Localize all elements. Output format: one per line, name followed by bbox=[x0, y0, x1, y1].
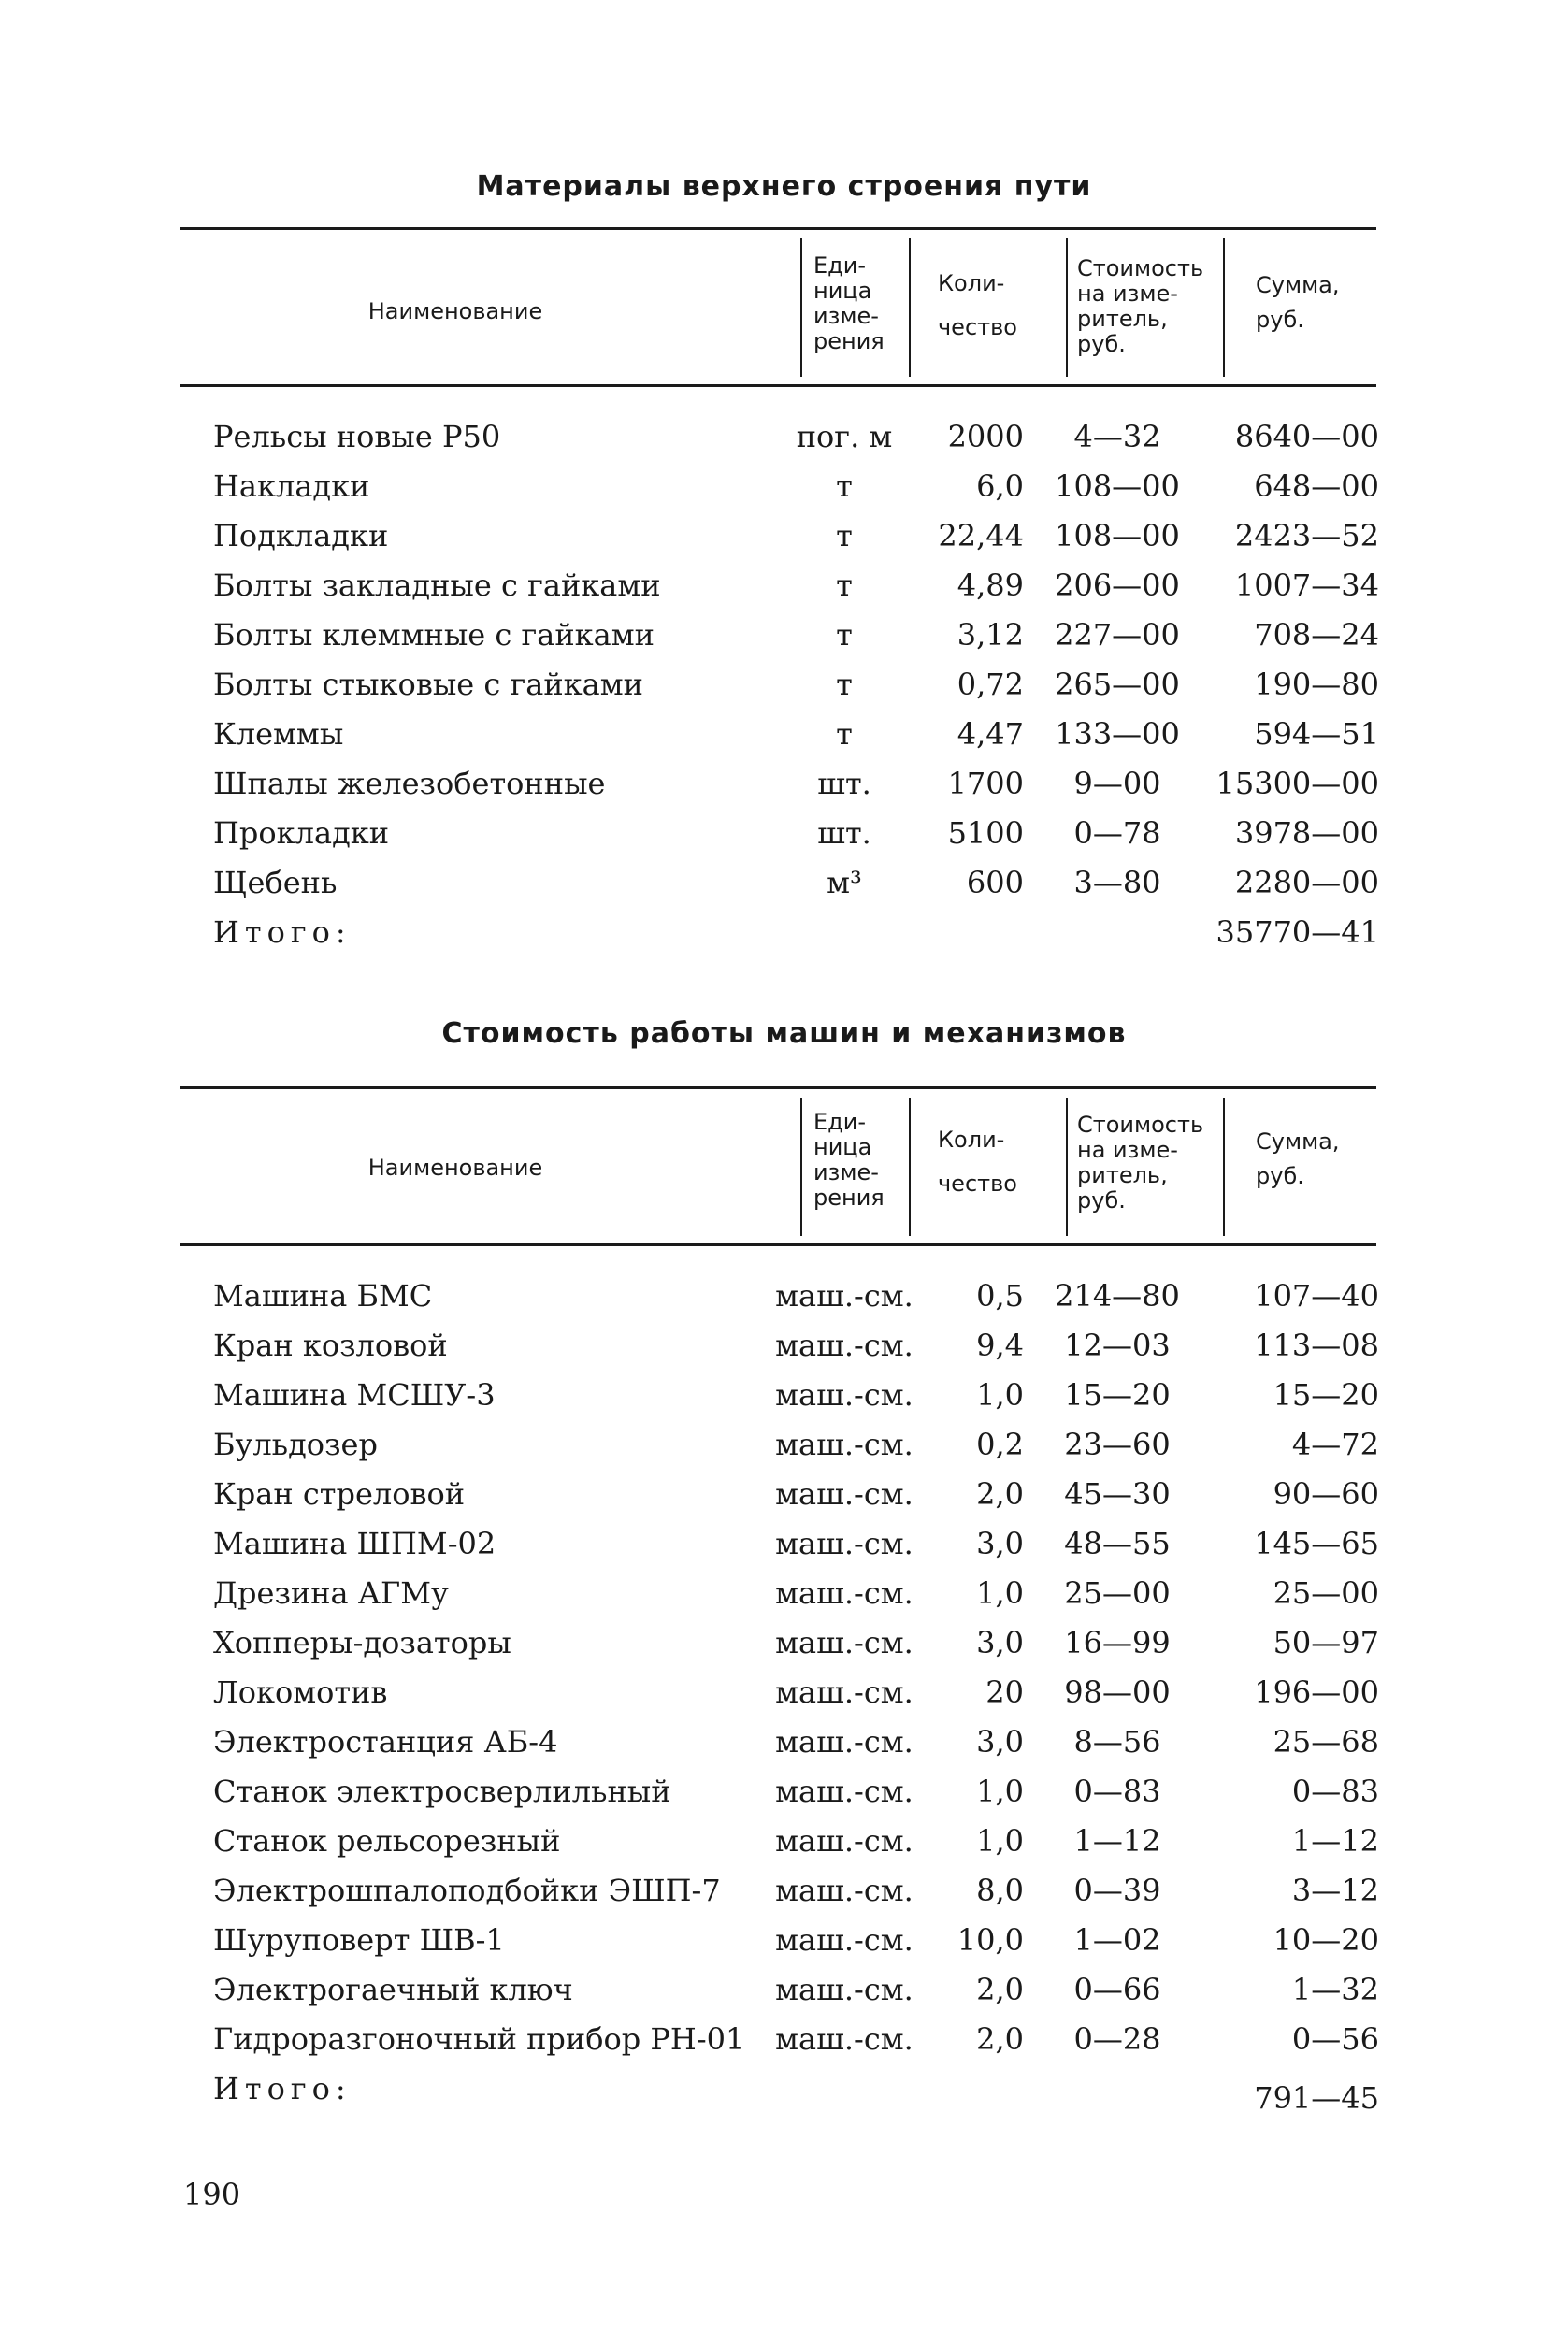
row-unit: маш.-см. bbox=[775, 1526, 913, 1561]
column-divider bbox=[909, 238, 911, 377]
table-row bbox=[0, 1667, 1568, 1717]
row-sum: 594—51 bbox=[1254, 716, 1379, 752]
row-sum: 15—20 bbox=[1273, 1377, 1379, 1413]
header-top-rule bbox=[180, 227, 1376, 230]
row-sum: 25—00 bbox=[1273, 1575, 1379, 1611]
header-bottom-rule bbox=[180, 384, 1376, 387]
row-name: Машина ШПМ-02 bbox=[213, 1526, 496, 1561]
row-name: Клеммы bbox=[213, 716, 344, 752]
total-row bbox=[0, 2063, 1568, 2114]
row-sum: 1007—34 bbox=[1234, 568, 1379, 603]
row-qty: 600 bbox=[966, 865, 1024, 900]
row-name: Подкладки bbox=[213, 518, 389, 553]
row-cost: 0—83 bbox=[1073, 1774, 1161, 1809]
row-cost: 3—80 bbox=[1073, 865, 1161, 900]
row-sum: 15300—00 bbox=[1216, 766, 1379, 801]
table-row bbox=[0, 411, 1568, 462]
row-sum: 50—97 bbox=[1273, 1625, 1379, 1660]
row-name: Шпалы железобетонные bbox=[213, 766, 606, 801]
row-cost: 0—78 bbox=[1073, 815, 1161, 851]
row-qty: 1,0 bbox=[976, 1377, 1024, 1413]
row-qty: 2,0 bbox=[976, 1476, 1024, 1512]
header-sum: Сумма, руб. bbox=[1256, 272, 1340, 333]
row-cost: 48—55 bbox=[1064, 1526, 1171, 1561]
total-row bbox=[0, 907, 1568, 957]
row-sum: 8640—00 bbox=[1234, 419, 1379, 454]
header-cost: Стоимость на изме- ритель, руб. bbox=[1077, 1112, 1204, 1214]
row-sum: 107—40 bbox=[1254, 1278, 1379, 1314]
row-cost: 108—00 bbox=[1055, 468, 1180, 504]
row-qty: 4,89 bbox=[957, 568, 1024, 603]
table-row bbox=[0, 560, 1568, 611]
row-qty: 3,12 bbox=[957, 617, 1024, 653]
row-qty: 3,0 bbox=[976, 1625, 1024, 1660]
row-cost: 1—02 bbox=[1073, 1922, 1161, 1958]
header-unit: Еди- ница изме- рения bbox=[813, 1109, 885, 1211]
row-qty: 1,0 bbox=[976, 1823, 1024, 1859]
row-qty: 0,5 bbox=[976, 1278, 1024, 1314]
row-name: Щебень bbox=[213, 865, 338, 900]
row-sum: 25—68 bbox=[1273, 1724, 1379, 1760]
row-qty: 6,0 bbox=[976, 468, 1024, 504]
table-row bbox=[0, 1766, 1568, 1817]
table-row bbox=[0, 2014, 1568, 2064]
total-label: Итого: bbox=[213, 2071, 352, 2106]
table-row bbox=[0, 1518, 1568, 1569]
row-unit: маш.-см. bbox=[775, 1427, 913, 1462]
row-cost: 0—39 bbox=[1073, 1873, 1161, 1908]
table-row bbox=[0, 510, 1568, 561]
row-sum: 3978—00 bbox=[1234, 815, 1379, 851]
row-cost: 16—99 bbox=[1064, 1625, 1171, 1660]
header-top-rule bbox=[180, 1086, 1376, 1089]
row-name: Электростанция АБ-4 bbox=[213, 1724, 558, 1760]
row-unit: т bbox=[836, 518, 853, 553]
row-qty: 5100 bbox=[947, 815, 1024, 851]
row-sum: 3—12 bbox=[1291, 1873, 1379, 1908]
row-cost: 0—28 bbox=[1073, 2021, 1161, 2057]
row-name: Станок рельсорезный bbox=[213, 1823, 561, 1859]
row-name: Накладки bbox=[213, 468, 370, 504]
row-sum: 196—00 bbox=[1254, 1674, 1379, 1710]
row-name: Электрогаечный ключ bbox=[213, 1972, 573, 2007]
table-row bbox=[0, 1419, 1568, 1470]
header-cost: Стоимость на изме- ритель, руб. bbox=[1077, 255, 1204, 357]
row-unit: шт. bbox=[817, 766, 871, 801]
table-row bbox=[0, 610, 1568, 660]
header-bottom-rule bbox=[180, 1243, 1376, 1246]
row-qty: 4,47 bbox=[957, 716, 1024, 752]
row-name: Бульдозер bbox=[213, 1427, 378, 1462]
row-unit: маш.-см. bbox=[775, 1724, 913, 1760]
header-name: Наименование bbox=[367, 1155, 543, 1181]
table-row bbox=[0, 1865, 1568, 1916]
row-unit: маш.-см. bbox=[775, 1575, 913, 1611]
row-unit: маш.-см. bbox=[775, 1823, 913, 1859]
row-name: Рельсы новые Р50 bbox=[213, 419, 501, 454]
header-qty: Коли- чество bbox=[938, 1127, 1017, 1197]
row-unit: шт. bbox=[817, 815, 871, 851]
row-name: Кран козловой bbox=[213, 1328, 448, 1363]
table-row bbox=[0, 1568, 1568, 1618]
table-row bbox=[0, 1370, 1568, 1420]
row-unit: маш.-см. bbox=[775, 1377, 913, 1413]
column-divider bbox=[800, 1098, 802, 1236]
row-name: Болты закладные с гайками bbox=[213, 568, 661, 603]
row-sum: 4—72 bbox=[1291, 1427, 1379, 1462]
table-row bbox=[0, 1271, 1568, 1321]
row-name: Прокладки bbox=[213, 815, 390, 851]
row-name: Болты клеммные с гайками bbox=[213, 617, 655, 653]
table-row bbox=[0, 808, 1568, 858]
row-qty: 0,72 bbox=[957, 667, 1024, 702]
table-row bbox=[0, 758, 1568, 809]
row-name: Электрошпалоподбойки ЭШП-7 bbox=[213, 1873, 721, 1908]
row-cost: 98—00 bbox=[1064, 1674, 1171, 1710]
column-divider bbox=[1223, 1098, 1225, 1236]
row-unit: маш.-см. bbox=[775, 1328, 913, 1363]
row-qty: 3,0 bbox=[976, 1526, 1024, 1561]
table-row bbox=[0, 1816, 1568, 1866]
row-cost: 9—00 bbox=[1073, 766, 1161, 801]
table-row bbox=[0, 1320, 1568, 1371]
row-qty: 1,0 bbox=[976, 1575, 1024, 1611]
row-unit: маш.-см. bbox=[775, 1922, 913, 1958]
row-unit: маш.-см. bbox=[775, 2021, 913, 2057]
row-sum: 1—32 bbox=[1291, 1972, 1379, 2007]
header-name: Наименование bbox=[367, 298, 543, 324]
column-divider bbox=[909, 1098, 911, 1236]
row-cost: 206—00 bbox=[1055, 568, 1180, 603]
machines-title: Стоимость работы машин и механизмов bbox=[441, 1017, 1127, 1050]
row-unit: м³ bbox=[827, 865, 862, 900]
row-qty: 8,0 bbox=[976, 1873, 1024, 1908]
row-name: Болты стыковые с гайками bbox=[213, 667, 643, 702]
row-cost: 265—00 bbox=[1055, 667, 1180, 702]
row-cost: 8—56 bbox=[1073, 1724, 1161, 1760]
row-sum: 2280—00 bbox=[1234, 865, 1379, 900]
materials-title: Материалы верхнего строения пути bbox=[476, 170, 1092, 203]
row-qty: 3,0 bbox=[976, 1724, 1024, 1760]
row-cost: 4—32 bbox=[1073, 419, 1161, 454]
row-cost: 1—12 bbox=[1073, 1823, 1161, 1859]
row-unit: маш.-см. bbox=[775, 1972, 913, 2007]
row-qty: 2,0 bbox=[976, 2021, 1024, 2057]
row-unit: маш.-см. bbox=[775, 1278, 913, 1314]
row-qty: 9,4 bbox=[976, 1328, 1024, 1363]
total-sum: 791—45 bbox=[1254, 2080, 1379, 2116]
row-unit: маш.-см. bbox=[775, 1873, 913, 1908]
row-unit: т bbox=[836, 667, 853, 702]
row-unit: пог. м bbox=[796, 419, 893, 454]
row-qty: 1700 bbox=[947, 766, 1024, 801]
row-qty: 10,0 bbox=[957, 1922, 1024, 1958]
table-row bbox=[0, 1964, 1568, 2015]
row-name: Машина МСШУ-3 bbox=[213, 1377, 496, 1413]
page-number: 190 bbox=[183, 2177, 241, 2212]
column-divider bbox=[800, 238, 802, 377]
row-name: Локомотив bbox=[213, 1674, 388, 1710]
row-name: Машина БМС bbox=[213, 1278, 433, 1314]
row-cost: 23—60 bbox=[1064, 1427, 1171, 1462]
row-name: Кран стреловой bbox=[213, 1476, 466, 1512]
row-sum: 1—12 bbox=[1291, 1823, 1379, 1859]
total-label: Итого: bbox=[213, 914, 352, 950]
row-unit: маш.-см. bbox=[775, 1625, 913, 1660]
row-unit: маш.-см. bbox=[775, 1674, 913, 1710]
row-unit: т bbox=[836, 468, 853, 504]
row-qty: 2000 bbox=[947, 419, 1024, 454]
table-row bbox=[0, 1915, 1568, 1965]
row-sum: 10—20 bbox=[1273, 1922, 1379, 1958]
row-sum: 145—65 bbox=[1254, 1526, 1379, 1561]
row-sum: 2423—52 bbox=[1234, 518, 1379, 553]
header-qty: Коли- чество bbox=[938, 270, 1017, 340]
row-unit: маш.-см. bbox=[775, 1476, 913, 1512]
table-row bbox=[0, 857, 1568, 908]
row-qty: 1,0 bbox=[976, 1774, 1024, 1809]
row-sum: 190—80 bbox=[1254, 667, 1379, 702]
row-name: Хопперы-дозаторы bbox=[213, 1625, 511, 1660]
row-sum: 648—00 bbox=[1254, 468, 1379, 504]
row-qty: 22,44 bbox=[938, 518, 1024, 553]
table-row bbox=[0, 1469, 1568, 1519]
table-row bbox=[0, 461, 1568, 511]
row-cost: 214—80 bbox=[1055, 1278, 1180, 1314]
row-unit: т bbox=[836, 617, 853, 653]
row-qty: 0,2 bbox=[976, 1427, 1024, 1462]
column-divider bbox=[1223, 238, 1225, 377]
row-cost: 12—03 bbox=[1064, 1328, 1171, 1363]
row-sum: 113—08 bbox=[1254, 1328, 1379, 1363]
table-row bbox=[0, 709, 1568, 759]
row-qty: 20 bbox=[985, 1674, 1024, 1710]
row-qty: 2,0 bbox=[976, 1972, 1024, 2007]
row-unit: т bbox=[836, 716, 853, 752]
row-cost: 45—30 bbox=[1064, 1476, 1171, 1512]
table-row bbox=[0, 659, 1568, 710]
row-sum: 0—83 bbox=[1291, 1774, 1379, 1809]
row-sum: 708—24 bbox=[1254, 617, 1379, 653]
row-sum: 0—56 bbox=[1291, 2021, 1379, 2057]
table-row bbox=[0, 1717, 1568, 1767]
row-cost: 227—00 bbox=[1055, 617, 1180, 653]
row-name: Гидроразгоночный прибор РН-01 bbox=[213, 2021, 745, 2057]
row-cost: 15—20 bbox=[1064, 1377, 1171, 1413]
row-sum: 90—60 bbox=[1273, 1476, 1379, 1512]
row-cost: 133—00 bbox=[1055, 716, 1180, 752]
row-cost: 25—00 bbox=[1064, 1575, 1171, 1611]
header-sum: Сумма, руб. bbox=[1256, 1128, 1340, 1189]
row-cost: 108—00 bbox=[1055, 518, 1180, 553]
row-unit: маш.-см. bbox=[775, 1774, 913, 1809]
row-name: Дрезина АГМу bbox=[213, 1575, 449, 1611]
row-name: Станок электросверлильный bbox=[213, 1774, 671, 1809]
table-row bbox=[0, 1617, 1568, 1668]
header-unit: Еди- ница изме- рения bbox=[813, 252, 885, 354]
row-name: Шуруповерт ШВ-1 bbox=[213, 1922, 505, 1958]
row-cost: 0—66 bbox=[1073, 1972, 1161, 2007]
total-sum: 35770—41 bbox=[1216, 914, 1379, 950]
row-unit: т bbox=[836, 568, 853, 603]
